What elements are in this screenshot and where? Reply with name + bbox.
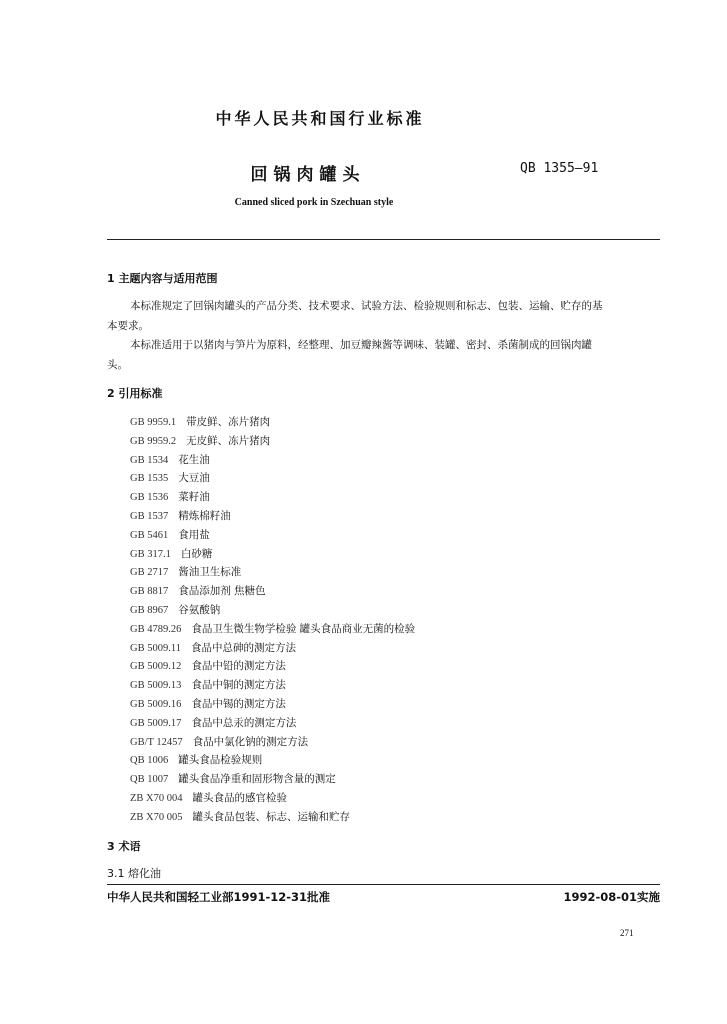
footer-divider <box>107 884 660 885</box>
reference-code: GB 5461 <box>130 529 169 541</box>
reference-name: 食用盐 <box>178 528 210 541</box>
reference-item <box>130 621 415 636</box>
reference-code: ZB X70 004 <box>130 793 183 804</box>
reference-code: GB/T 12457 <box>130 736 183 748</box>
reference-name: 食品中铅的测定方法 <box>191 660 286 673</box>
reference-name: 罐头食品净重和固形物含量的测定 <box>178 773 336 786</box>
reference-name: 菜籽油 <box>178 491 210 504</box>
reference-code: GB 317.1 <box>130 548 171 560</box>
section-1-para-1-line-1: 本标准规定了回锅肉罐头的产品分类、技术要求、试验方法、检验规则和标志、包装、运输、贮存的基 <box>130 300 603 312</box>
reference-code: QB 1007 <box>130 774 169 786</box>
section-1-para-2-line-1: 本标准适用于以猪肉与笋片为原料，经整理、加豆瓣辣酱等调味、装罐、密封、杀菌制成的回锅肉罐 <box>130 339 592 351</box>
header-divider <box>107 239 660 240</box>
section-1-para-2-line-2: 头。 <box>107 359 128 371</box>
reference-item <box>130 790 287 805</box>
reference-name: 无皮鲜、冻片猪肉 <box>186 434 271 447</box>
reference-code: GB 9959.2 <box>130 435 177 447</box>
section-1-para-1-line-2: 本要求。 <box>107 320 149 332</box>
reference-name: 白砂糖 <box>180 547 213 560</box>
reference-name: 精炼棉籽油 <box>178 510 231 522</box>
reference-name: 酱油卫生标准 <box>178 566 242 579</box>
reference-item <box>130 564 241 579</box>
reference-name: 食品中总汞的测定方法 <box>191 716 297 729</box>
reference-name: 罐头食品的感官检验 <box>192 792 287 804</box>
reference-item <box>130 489 210 504</box>
reference-name: 谷氨酸钠 <box>178 604 221 616</box>
reference-item <box>130 470 210 485</box>
reference-code: GB 1535 <box>130 473 169 485</box>
issuer-line: 中华人民共和国轻工业部1991-12-31批准 <box>107 890 331 904</box>
reference-name: 食品卫生微生物学检验 罐头食品商业无菌的检验 <box>191 622 416 635</box>
reference-item <box>130 640 296 655</box>
reference-item <box>130 527 210 542</box>
reference-code: GB 5009.12 <box>130 661 182 673</box>
reference-name: 食品中氯化钠的测定方法 <box>192 735 309 748</box>
reference-item <box>130 771 336 786</box>
reference-item <box>130 508 231 523</box>
reference-code: GB 8817 <box>130 586 169 598</box>
reference-name: 带皮鲜、冻片猪肉 <box>186 416 271 428</box>
reference-name: 食品中锡的测定方法 <box>191 698 286 710</box>
section-2-heading: 2 引用标准 <box>107 387 163 400</box>
reference-code: GB 1537 <box>130 511 169 522</box>
reference-code: GB 5009.11 <box>130 642 181 654</box>
reference-item <box>130 696 286 711</box>
reference-item <box>130 602 220 617</box>
reference-code: GB 4789.26 <box>130 623 182 635</box>
reference-item <box>130 433 270 448</box>
reference-name: 罐头食品检验规则 <box>178 754 263 767</box>
reference-name: 罐头食品包装、标志、运输和贮存 <box>192 810 350 823</box>
reference-item <box>130 715 296 730</box>
document-header: 中华人民共和国行业标准 <box>215 109 425 128</box>
reference-item <box>130 734 308 749</box>
english-title: Canned sliced pork in Szechuan style <box>234 197 394 208</box>
section-3-heading: 3 术语 <box>107 840 141 853</box>
reference-item <box>130 452 210 467</box>
document-title: 回锅肉罐头 <box>250 165 366 185</box>
reference-item <box>130 546 212 561</box>
reference-item <box>130 677 286 692</box>
reference-code: ZB X70 005 <box>130 811 183 823</box>
reference-name: 大豆油 <box>178 472 210 485</box>
reference-name: 花生油 <box>178 453 210 466</box>
reference-code: GB 2717 <box>130 567 169 579</box>
reference-code: GB 1536 <box>130 492 169 504</box>
reference-item <box>130 583 266 598</box>
effective-date: 1992-08-01实施 <box>563 890 660 904</box>
page-number: 271 <box>620 928 634 938</box>
reference-code: QB 1006 <box>130 755 169 767</box>
standard-code: QB 1355—91 <box>520 161 599 176</box>
reference-name: 食品中总砷的测定方法 <box>190 641 296 654</box>
reference-code: GB 9959.1 <box>130 417 177 428</box>
reference-item <box>130 658 286 673</box>
section-3-1-heading: 3.1 熔化油 <box>107 867 161 880</box>
reference-item <box>130 752 262 767</box>
reference-code: GB 5009.13 <box>130 680 182 692</box>
reference-code: GB 5009.16 <box>130 699 182 710</box>
reference-code: GB 8967 <box>130 605 169 616</box>
section-1-heading: 1 主题内容与适用范围 <box>107 272 218 285</box>
reference-name: 食品中铜的测定方法 <box>191 679 286 692</box>
reference-code: GB 5009.17 <box>130 717 182 729</box>
reference-code: GB 1534 <box>130 454 169 466</box>
reference-item <box>130 414 270 429</box>
reference-name: 食品添加剂 焦糖色 <box>178 585 266 598</box>
reference-item <box>130 809 350 824</box>
